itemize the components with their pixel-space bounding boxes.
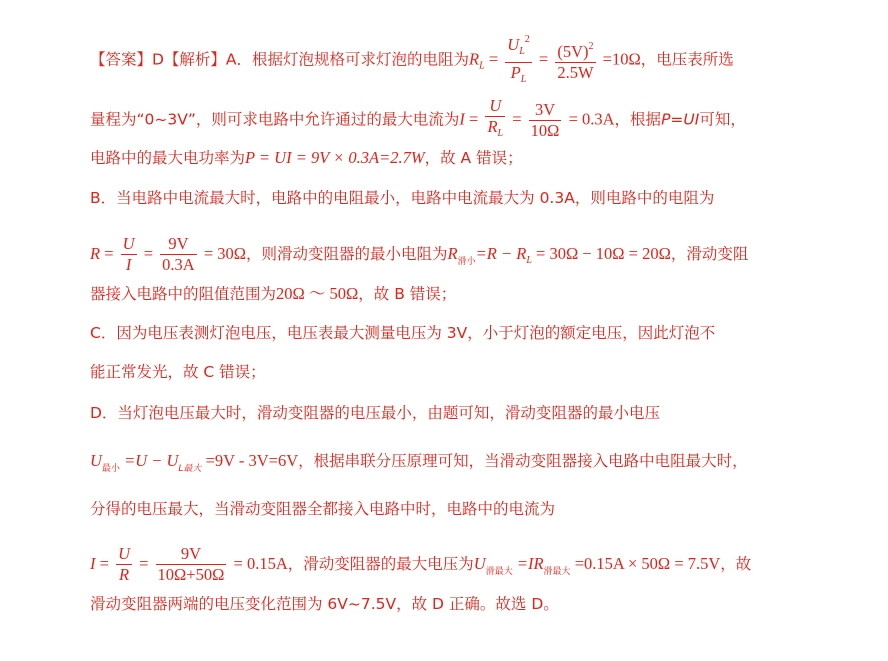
line-1: 【答案】D【解析】A．根据灯泡规格可求灯泡的电阻为$R_L$ = $\frac{U_L^2}{P_L}$ = $\frac{(5V)^2}{2.5W}$ =10Ω，电压表所选 bbox=[90, 30, 734, 90]
equals: = bbox=[484, 49, 503, 69]
line-10: $U_{最小} =U - U_{L最大} =9V - 3V=6V$，根据串联分压原理可知，当滑动变阻器接入电路中电阻最大时， bbox=[90, 451, 748, 474]
line-6: 器接入电路中的阻值范围为20Ω ～ 50Ω，故 B 错误； bbox=[90, 284, 457, 303]
line-9: D．当灯泡电压最大时，滑动变阻器的电压最小，由题可知，滑动变阻器的最小电压 bbox=[90, 404, 660, 422]
var-R: R bbox=[469, 49, 480, 69]
fraction-9V-0.3A: $\frac{9V}{0.3A}$ bbox=[162, 234, 195, 274]
line-13: 滑动变阻器两端的电压变化范围为 6V~7.5V，故 D 正确。故选 D。 bbox=[90, 595, 559, 613]
power-formula: P = UI = 9V × 0.3A=2.7W bbox=[245, 148, 425, 167]
line-3: 电路中的最大电功率为P = UI = 9V × 0.3A=2.7W，故 A 错误； bbox=[90, 148, 523, 167]
fraction-9V-60ohm: $\frac{9V}{10\Omega+50\Omega}$ bbox=[157, 544, 225, 584]
fraction-5V2-2.5W: $\frac{(5V)^2}{2.5W}$ bbox=[555, 37, 595, 83]
fraction-U-RL: $\frac{U}{R_L}$ bbox=[487, 96, 504, 139]
sub-L: L bbox=[479, 60, 485, 72]
line-2: 量程为“0~3V”，则可求电路中允许通过的最大电流为I = $\frac{U}{R_L}$ = $\frac{3V}{10\Omega}$ = 0.3A，根据P=UI可知， bbox=[90, 96, 746, 144]
fraction-UL2-PL: $\frac{U_L^2}{P_L}$ bbox=[505, 30, 531, 90]
line-11: 分得的电压最大，当滑动变阻器全都接入电路中时，电路中的电流为 bbox=[90, 500, 556, 518]
line-5: R = $\frac{U}{I}$ = $\frac{9V}{0.3A}$ = 30Ω，则滑动变阻器的最小电阻为$R_{滑小}=R - R_L = 30\Omega - 10\Omega = 20\Omega$，滑动变阻 bbox=[90, 234, 749, 274]
line-12: I = $\frac{U}{R}$ = $\frac{9V}{10\Omega+50\Omega}$ = 0.15A，滑动变阻器的最大电压为$U_{滑最大} =IR_{滑最大} =0.15A \times 50\Omega = 7.5V$，故 bbox=[90, 544, 752, 584]
fraction-3V-10ohm: $\frac{3V}{10\Omega}$ bbox=[530, 99, 560, 140]
line-8: 能正常发光，故 C 错误； bbox=[90, 363, 266, 381]
answer-lead: 【答案】D【解析】A．根据灯泡规格可求灯泡的电阻为 bbox=[90, 50, 470, 69]
fraction-U-I: $\frac{U}{I}$ bbox=[122, 234, 135, 274]
line-7: C．因为电压表测灯泡电压，电压表最大测量电压为 3V，小于灯泡的额定电压，因此灯泡不 bbox=[90, 324, 716, 342]
fraction-U-R: $\frac{U}{R}$ bbox=[118, 544, 130, 584]
line-4: B．当电路中电流最大时，电路中的电阻最小，电路中电流最大为 0.3A，则电路中的电阻为 bbox=[90, 189, 715, 207]
